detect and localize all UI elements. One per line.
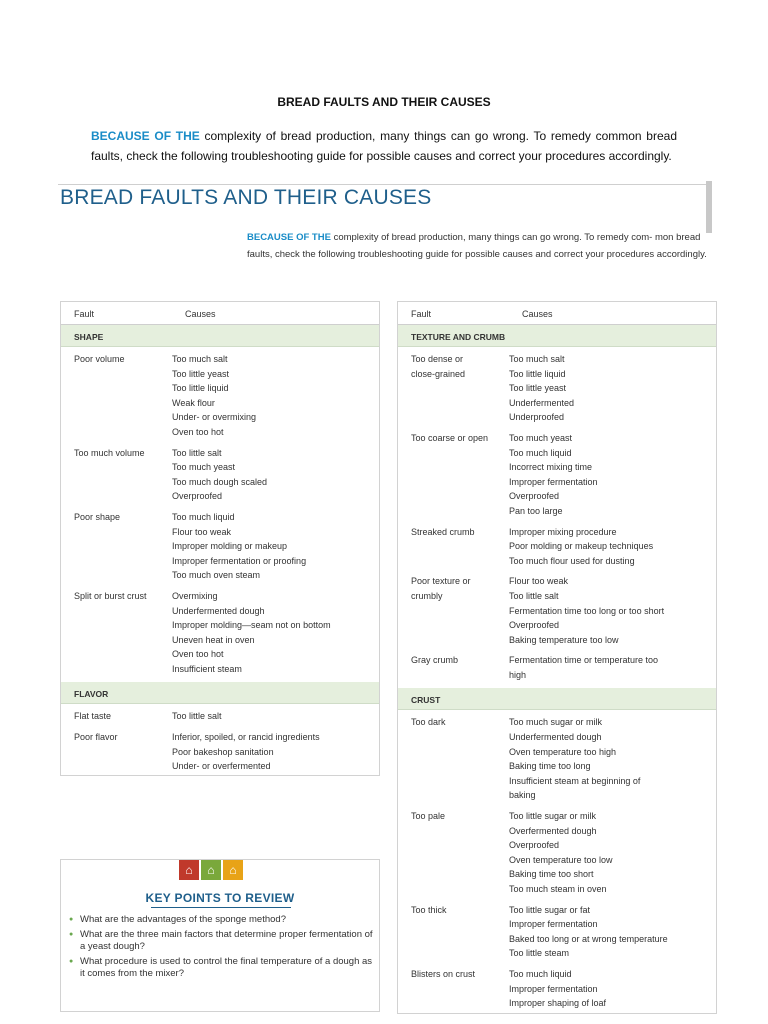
cause-text: Incorrect mixing time bbox=[509, 462, 593, 473]
causes-cell bbox=[509, 967, 716, 1011]
key-points-icons bbox=[179, 860, 243, 880]
table-row bbox=[398, 431, 716, 519]
cause-text: Underfermented bbox=[509, 397, 575, 408]
cause-text: Too little liquid bbox=[172, 383, 229, 394]
causes-cell bbox=[172, 510, 379, 583]
table-row bbox=[398, 809, 716, 897]
document-title: BREAD FAULTS AND THEIR CAUSES bbox=[277, 95, 491, 109]
chef-hat-icon-2: ⌂ bbox=[201, 860, 221, 880]
cause-text: Too little sugar or fat bbox=[509, 904, 591, 915]
cause-text: Oven too hot bbox=[172, 649, 224, 660]
causes-cell bbox=[509, 715, 716, 803]
causes-column-label: Causes bbox=[185, 309, 216, 319]
cause-text: Improper shaping of loaf bbox=[509, 998, 607, 1009]
section-header-shape bbox=[61, 325, 379, 347]
fault-text: Poor shape bbox=[74, 511, 121, 522]
causes-cell bbox=[172, 730, 379, 774]
cause-text: Too much flour used for dusting bbox=[509, 555, 635, 566]
cause-text: Too little liquid bbox=[509, 368, 566, 379]
cause-text: Too little salt bbox=[509, 590, 559, 601]
document-intro-text: complexity of bread production, many things can go wrong. To remedy common bread faults, check the following troubleshooting guide for possible causes and correct your procedures accordingly. bbox=[91, 129, 677, 163]
table-row bbox=[61, 730, 379, 774]
fault-text: Too pale bbox=[411, 811, 446, 822]
cause-text: Overproofed bbox=[172, 491, 223, 502]
fault-cell bbox=[61, 730, 172, 774]
cause-text: Baking temperature too low bbox=[509, 634, 619, 645]
cause-text: Oven too hot bbox=[172, 426, 224, 437]
left-table-body bbox=[61, 325, 379, 774]
causes-cell bbox=[172, 352, 379, 440]
fault-text: close-grained bbox=[411, 368, 466, 379]
document-intro-lead: BECAUSE OF THE bbox=[91, 129, 200, 143]
cause-text: Improper mixing procedure bbox=[509, 526, 617, 537]
cause-text: Overproofed bbox=[509, 491, 560, 502]
cause-text: Under- or overfermented bbox=[172, 761, 271, 772]
cause-text: Improper molding—seam not on bottom bbox=[172, 620, 331, 631]
cause-text: Under- or overmixing bbox=[172, 412, 257, 423]
chef-hat-icon-3: ⌂ bbox=[223, 860, 243, 880]
causes-cell bbox=[509, 352, 716, 425]
cause-text: Baking time too short bbox=[509, 869, 594, 880]
key-points-title: KEY POINTS TO REVIEW bbox=[145, 891, 295, 905]
fault-column-label: Fault bbox=[74, 309, 95, 319]
cause-text: baking bbox=[509, 790, 536, 801]
causes-cell bbox=[509, 903, 716, 961]
fault-text: Streaked crumb bbox=[411, 526, 475, 537]
fault-text: Flat taste bbox=[74, 711, 112, 722]
cause-text: Underproofed bbox=[509, 412, 565, 423]
fault-cell bbox=[398, 809, 509, 897]
cause-text: Improper fermentation bbox=[509, 919, 598, 930]
cause-text: Fermentation time or temperature too bbox=[509, 655, 659, 666]
cause-text: Improper fermentation bbox=[509, 983, 598, 994]
fault-cell bbox=[61, 510, 172, 583]
cause-text: Underfermented dough bbox=[509, 732, 602, 743]
cause-text: Insufficient steam at beginning of bbox=[509, 775, 641, 786]
fault-cell bbox=[398, 715, 509, 803]
cause-text: Flour too weak bbox=[509, 576, 569, 587]
scan-divider bbox=[58, 184, 712, 185]
fault-cell bbox=[398, 967, 509, 1011]
fault-text: Poor volume bbox=[74, 354, 125, 364]
table-row bbox=[398, 903, 716, 961]
table-row bbox=[61, 352, 379, 440]
table-row bbox=[61, 709, 379, 724]
cause-text: Too much salt bbox=[509, 354, 565, 364]
fault-column-label: Fault bbox=[411, 309, 432, 319]
key-points-box bbox=[60, 859, 380, 1012]
cause-text: Too much sugar or milk bbox=[509, 717, 603, 728]
table-row bbox=[61, 510, 379, 583]
table-row bbox=[398, 967, 716, 1011]
fault-text: Too thick bbox=[411, 904, 447, 915]
fault-cell bbox=[398, 903, 509, 961]
fault-cell bbox=[398, 431, 509, 519]
section-label: SHAPE bbox=[74, 332, 104, 342]
right-column-header bbox=[398, 302, 716, 325]
causes-column-label: Causes bbox=[522, 309, 553, 319]
cause-text: Too much yeast bbox=[509, 432, 573, 443]
cause-text: Too little steam bbox=[509, 948, 570, 959]
scan-page-edge bbox=[706, 181, 712, 233]
cause-text: Too little sugar or milk bbox=[509, 811, 597, 822]
cause-text: Too much liquid bbox=[509, 447, 572, 458]
causes-cell bbox=[509, 653, 716, 682]
cause-text: Too much oven steam bbox=[172, 570, 261, 581]
causes-cell bbox=[172, 446, 379, 504]
fault-cell bbox=[398, 653, 509, 682]
cause-text: Underfermented dough bbox=[172, 605, 265, 616]
cause-text: Weak flour bbox=[172, 397, 215, 408]
causes-cell bbox=[172, 709, 379, 724]
cause-text: Inferior, spoiled, or rancid ingredients bbox=[172, 732, 320, 743]
cause-text: Too much liquid bbox=[509, 968, 572, 979]
cause-text: Uneven heat in oven bbox=[172, 634, 255, 645]
fault-text: Poor flavor bbox=[74, 732, 118, 743]
cause-text: Improper fermentation bbox=[509, 476, 598, 487]
causes-cell bbox=[509, 525, 716, 569]
cause-text: Overproofed bbox=[509, 620, 560, 631]
cause-text: Flour too weak bbox=[172, 526, 232, 537]
key-point-item: ● What are the three main factors that determine proper fermentation of a yeast dough? bbox=[68, 929, 373, 954]
fault-cell bbox=[398, 574, 509, 647]
table-row bbox=[398, 653, 716, 682]
cause-text: Too little salt bbox=[172, 711, 222, 722]
cause-text: Fermentation time too long or too short bbox=[509, 605, 665, 616]
causes-cell bbox=[509, 431, 716, 519]
left-column-header bbox=[61, 302, 379, 325]
section-header-flavor bbox=[61, 682, 379, 704]
book-intro-lead: BECAUSE OF THE bbox=[247, 232, 331, 243]
cause-text: Too much steam in oven bbox=[509, 884, 607, 894]
cause-text: Too much yeast bbox=[172, 462, 236, 473]
section-header-texture-and-crumb bbox=[398, 325, 716, 347]
causes-cell bbox=[509, 574, 716, 647]
fault-text: Too dense or bbox=[411, 354, 464, 364]
table-row bbox=[398, 352, 716, 425]
table-row bbox=[398, 715, 716, 803]
cause-text: Baking time too long bbox=[509, 761, 591, 772]
cause-text: Poor molding or makeup techniques bbox=[509, 541, 654, 552]
cause-text: Insufficient steam bbox=[172, 663, 242, 674]
book-title: BREAD FAULTS AND THEIR CAUSES bbox=[60, 186, 432, 209]
right-fault-table bbox=[397, 301, 717, 1014]
cause-text: Too much liquid bbox=[172, 511, 235, 522]
cause-text: Too little yeast bbox=[172, 368, 230, 379]
cause-text: Oven temperature too high bbox=[509, 746, 617, 757]
fault-cell bbox=[61, 446, 172, 504]
document-intro bbox=[91, 126, 677, 166]
fault-text: Gray crumb bbox=[411, 655, 459, 666]
key-points-list bbox=[68, 914, 373, 983]
cause-text: Overmixing bbox=[172, 590, 218, 601]
key-points-title-rule bbox=[151, 907, 291, 908]
causes-cell bbox=[509, 809, 716, 897]
fault-cell bbox=[398, 525, 509, 569]
table-row bbox=[398, 574, 716, 647]
cause-text: Too much salt bbox=[172, 354, 228, 364]
left-fault-table bbox=[60, 301, 380, 776]
section-label: TEXTURE AND CRUMB bbox=[411, 332, 506, 342]
fault-text: Too much volume bbox=[74, 447, 145, 458]
cause-text: Too much dough scaled bbox=[172, 476, 268, 487]
key-point-item: ● What are the advantages of the sponge method? bbox=[68, 914, 373, 927]
fault-text: Too dark bbox=[411, 717, 446, 728]
fault-text: Split or burst crust bbox=[74, 590, 147, 601]
cause-text: Improper molding or makeup bbox=[172, 541, 288, 552]
fault-cell bbox=[61, 589, 172, 677]
fault-cell bbox=[61, 352, 172, 440]
fault-cell bbox=[61, 709, 172, 724]
table-row bbox=[61, 589, 379, 677]
fault-text: crumbly bbox=[411, 590, 443, 601]
cause-text: Too little yeast bbox=[509, 383, 567, 394]
book-intro bbox=[247, 229, 717, 263]
cause-text: Too little salt bbox=[172, 447, 222, 458]
fault-text: Blisters on crust bbox=[411, 968, 476, 979]
table-row bbox=[61, 446, 379, 504]
cause-text: Improper fermentation or proofing bbox=[172, 555, 307, 566]
fault-text: Poor texture or bbox=[411, 576, 471, 587]
causes-cell bbox=[172, 589, 379, 677]
section-header-crust bbox=[398, 688, 716, 710]
cause-text: Overfermented dough bbox=[509, 825, 597, 836]
fault-text: Too coarse or open bbox=[411, 432, 489, 443]
fault-cell bbox=[398, 352, 509, 425]
cause-text: Pan too large bbox=[509, 505, 563, 516]
key-point-item: ● What procedure is used to control the final temperature of a dough as it comes from the mixer? bbox=[68, 956, 373, 981]
book-intro-text: complexity of bread production, many things can go wrong. To remedy com- mon bread faults, check the following troubleshooting guide for possible causes and correct your procedures accordingly. bbox=[247, 232, 707, 260]
cause-text: high bbox=[509, 669, 527, 680]
section-label: CRUST bbox=[411, 695, 441, 706]
table-row bbox=[398, 525, 716, 569]
cause-text: Overproofed bbox=[509, 840, 560, 851]
cause-text: Baked too long or at wrong temperature bbox=[509, 933, 668, 944]
section-label: FLAVOR bbox=[74, 689, 109, 700]
right-table-body bbox=[398, 325, 716, 1011]
cause-text: Poor bakeshop sanitation bbox=[172, 746, 274, 757]
cause-text: Oven temperature too low bbox=[509, 854, 613, 865]
chef-hat-icon-1: ⌂ bbox=[179, 860, 199, 880]
